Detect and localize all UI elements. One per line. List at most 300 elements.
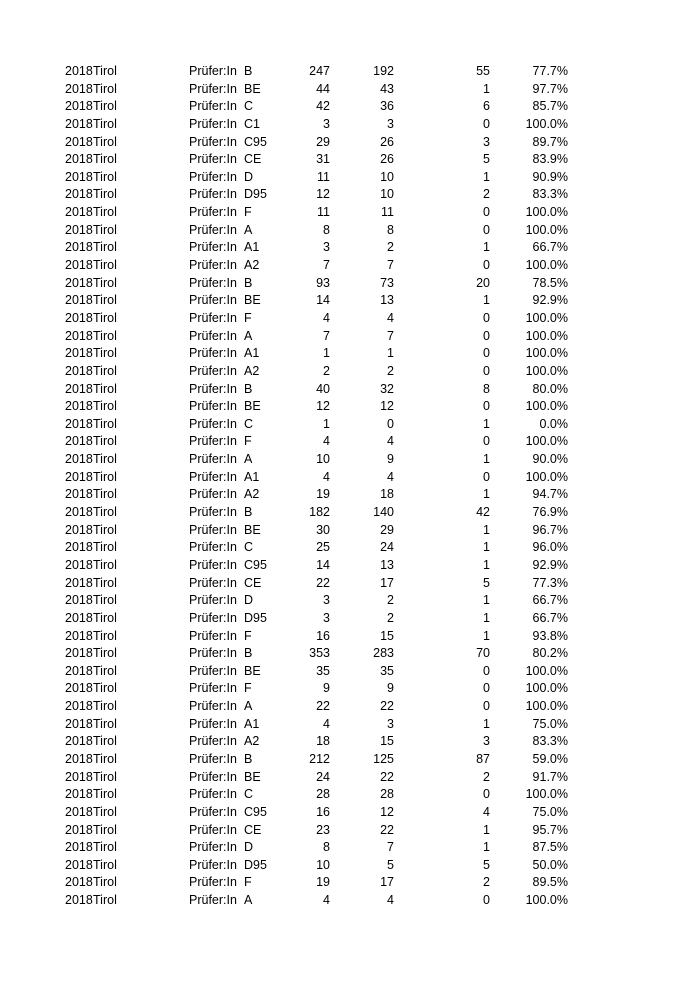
year-cell: 2018	[65, 505, 93, 520]
role-cell: Prüfer:In	[189, 716, 237, 731]
table-row	[0, 239, 700, 257]
total-cell: 23	[316, 822, 330, 837]
table-row	[0, 310, 700, 328]
region-cell: Tirol	[93, 769, 117, 784]
rate-cell: 83.3%	[532, 734, 568, 749]
region-cell: Tirol	[93, 169, 117, 184]
region-cell: Tirol	[93, 328, 117, 343]
table-row	[0, 610, 700, 628]
failed-cell: 20	[476, 275, 490, 290]
region-cell: Tirol	[93, 222, 117, 237]
region-cell: Tirol	[93, 575, 117, 590]
class-cell: B	[244, 275, 253, 290]
table-row	[0, 63, 700, 81]
rate-cell: 100.0%	[525, 116, 568, 131]
role-cell: Prüfer:In	[189, 258, 237, 273]
failed-cell: 2	[483, 769, 490, 784]
table-row	[0, 786, 700, 804]
role-cell: Prüfer:In	[189, 363, 237, 378]
class-cell: CE	[244, 822, 262, 837]
table-row	[0, 892, 700, 910]
failed-cell: 0	[483, 699, 490, 714]
year-cell: 2018	[65, 751, 93, 766]
passed-cell: 32	[380, 381, 394, 396]
table-row	[0, 839, 700, 857]
rate-cell: 100.0%	[525, 787, 568, 802]
total-cell: 3	[323, 593, 330, 608]
class-cell: D95	[244, 610, 267, 625]
year-cell: 2018	[65, 628, 93, 643]
passed-cell: 12	[380, 399, 394, 414]
class-cell: BE	[244, 81, 261, 96]
total-cell: 4	[323, 310, 330, 325]
passed-cell: 7	[387, 258, 394, 273]
region-cell: Tirol	[93, 81, 117, 96]
rate-cell: 100.0%	[525, 222, 568, 237]
table-row	[0, 822, 700, 840]
year-cell: 2018	[65, 681, 93, 696]
table-row	[0, 751, 700, 769]
failed-cell: 1	[483, 593, 490, 608]
class-cell: F	[244, 628, 252, 643]
region-cell: Tirol	[93, 716, 117, 731]
class-cell: C95	[244, 804, 267, 819]
total-cell: 93	[316, 275, 330, 290]
failed-cell: 1	[483, 840, 490, 855]
total-cell: 182	[309, 505, 330, 520]
rate-cell: 100.0%	[525, 399, 568, 414]
table-row	[0, 275, 700, 293]
class-cell: A2	[244, 734, 260, 749]
passed-cell: 4	[387, 434, 394, 449]
year-cell: 2018	[65, 769, 93, 784]
role-cell: Prüfer:In	[189, 452, 237, 467]
total-cell: 44	[316, 81, 330, 96]
class-cell: BE	[244, 769, 261, 784]
rate-cell: 89.5%	[532, 875, 568, 890]
year-cell: 2018	[65, 205, 93, 220]
year-cell: 2018	[65, 452, 93, 467]
failed-cell: 1	[483, 81, 490, 96]
rate-cell: 91.7%	[532, 769, 568, 784]
class-cell: BE	[244, 399, 261, 414]
table-row	[0, 557, 700, 575]
total-cell: 1	[323, 416, 330, 431]
table-row	[0, 539, 700, 557]
table-row	[0, 769, 700, 787]
table-row	[0, 486, 700, 504]
failed-cell: 87	[476, 751, 490, 766]
year-cell: 2018	[65, 152, 93, 167]
rate-cell: 94.7%	[532, 487, 568, 502]
rate-cell: 100.0%	[525, 663, 568, 678]
passed-cell: 13	[380, 293, 394, 308]
table-row	[0, 81, 700, 99]
total-cell: 8	[323, 840, 330, 855]
rate-cell: 75.0%	[532, 716, 568, 731]
failed-cell: 8	[483, 381, 490, 396]
region-cell: Tirol	[93, 399, 117, 414]
rate-cell: 95.7%	[532, 822, 568, 837]
total-cell: 16	[316, 804, 330, 819]
total-cell: 18	[316, 734, 330, 749]
region-cell: Tirol	[93, 557, 117, 572]
region-cell: Tirol	[93, 152, 117, 167]
total-cell: 19	[316, 875, 330, 890]
class-cell: CE	[244, 152, 262, 167]
rate-cell: 77.7%	[532, 64, 568, 78]
passed-cell: 73	[380, 275, 394, 290]
year-cell: 2018	[65, 99, 93, 114]
failed-cell: 0	[483, 681, 490, 696]
failed-cell: 1	[483, 822, 490, 837]
class-cell: D	[244, 840, 254, 855]
passed-cell: 18	[380, 487, 394, 502]
year-cell: 2018	[65, 699, 93, 714]
year-cell: 2018	[65, 487, 93, 502]
year-cell: 2018	[65, 575, 93, 590]
total-cell: 9	[323, 681, 330, 696]
total-cell: 35	[316, 663, 330, 678]
rate-cell: 83.3%	[532, 187, 568, 202]
rate-cell: 93.8%	[532, 628, 568, 643]
year-cell: 2018	[65, 646, 93, 661]
year-cell: 2018	[65, 240, 93, 255]
role-cell: Prüfer:In	[189, 293, 237, 308]
region-cell: Tirol	[93, 751, 117, 766]
passed-cell: 29	[380, 522, 394, 537]
failed-cell: 0	[483, 258, 490, 273]
failed-cell: 1	[483, 522, 490, 537]
rate-cell: 100.0%	[525, 893, 568, 908]
class-cell: F	[244, 310, 252, 325]
total-cell: 11	[317, 205, 330, 220]
rate-cell: 100.0%	[525, 469, 568, 484]
region-cell: Tirol	[93, 187, 117, 202]
role-cell: Prüfer:In	[189, 540, 237, 555]
total-cell: 28	[316, 787, 330, 802]
region-cell: Tirol	[93, 487, 117, 502]
role-cell: Prüfer:In	[189, 169, 237, 184]
rate-cell: 100.0%	[525, 205, 568, 220]
table-row	[0, 363, 700, 381]
region-cell: Tirol	[93, 857, 117, 872]
rate-cell: 97.7%	[532, 81, 568, 96]
year-cell: 2018	[65, 275, 93, 290]
passed-cell: 2	[387, 363, 394, 378]
passed-cell: 283	[373, 646, 394, 661]
year-cell: 2018	[65, 134, 93, 149]
region-cell: Tirol	[93, 258, 117, 273]
region-cell: Tirol	[93, 99, 117, 114]
total-cell: 22	[316, 699, 330, 714]
class-cell: A2	[244, 258, 260, 273]
year-cell: 2018	[65, 610, 93, 625]
passed-cell: 11	[381, 205, 394, 220]
role-cell: Prüfer:In	[189, 751, 237, 766]
role-cell: Prüfer:In	[189, 505, 237, 520]
rate-cell: 78.5%	[532, 275, 568, 290]
table-row	[0, 680, 700, 698]
year-cell: 2018	[65, 663, 93, 678]
passed-cell: 28	[380, 787, 394, 802]
year-cell: 2018	[65, 328, 93, 343]
rate-cell: 100.0%	[525, 681, 568, 696]
total-cell: 19	[316, 487, 330, 502]
rate-cell: 100.0%	[525, 363, 568, 378]
failed-cell: 1	[483, 716, 490, 731]
passed-cell: 7	[387, 328, 394, 343]
table-row	[0, 151, 700, 169]
failed-cell: 0	[483, 346, 490, 361]
region-cell: Tirol	[93, 434, 117, 449]
class-cell: B	[244, 64, 253, 78]
total-cell: 4	[323, 434, 330, 449]
rate-cell: 75.0%	[532, 804, 568, 819]
rate-cell: 66.7%	[532, 610, 568, 625]
total-cell: 42	[316, 99, 330, 114]
failed-cell: 0	[483, 399, 490, 414]
role-cell: Prüfer:In	[189, 593, 237, 608]
rate-cell: 92.9%	[532, 293, 568, 308]
rate-cell: 96.7%	[532, 522, 568, 537]
class-cell: F	[244, 205, 252, 220]
failed-cell: 5	[483, 152, 490, 167]
passed-cell: 24	[380, 540, 394, 555]
failed-cell: 70	[476, 646, 490, 661]
role-cell: Prüfer:In	[189, 822, 237, 837]
total-cell: 10	[316, 452, 330, 467]
failed-cell: 1	[483, 557, 490, 572]
failed-cell: 0	[483, 663, 490, 678]
failed-cell: 4	[483, 804, 490, 819]
total-cell: 40	[316, 381, 330, 396]
failed-cell: 3	[483, 734, 490, 749]
passed-cell: 15	[380, 628, 394, 643]
role-cell: Prüfer:In	[189, 575, 237, 590]
class-cell: D95	[244, 187, 267, 202]
rate-cell: 59.0%	[532, 751, 568, 766]
table-row	[0, 663, 700, 681]
table-row	[0, 381, 700, 399]
failed-cell: 5	[483, 575, 490, 590]
total-cell: 14	[316, 293, 330, 308]
table-row	[0, 257, 700, 275]
table-row	[0, 398, 700, 416]
class-cell: A1	[244, 346, 260, 361]
table-row	[0, 98, 700, 116]
total-cell: 30	[316, 522, 330, 537]
passed-cell: 10	[380, 169, 394, 184]
role-cell: Prüfer:In	[189, 804, 237, 819]
rate-cell: 100.0%	[525, 434, 568, 449]
year-cell: 2018	[65, 840, 93, 855]
total-cell: 247	[309, 64, 330, 78]
role-cell: Prüfer:In	[189, 469, 237, 484]
rate-cell: 77.3%	[532, 575, 568, 590]
role-cell: Prüfer:In	[189, 522, 237, 537]
table-row	[0, 328, 700, 346]
year-cell: 2018	[65, 875, 93, 890]
role-cell: Prüfer:In	[189, 893, 237, 908]
class-cell: C	[244, 540, 254, 555]
rate-cell: 100.0%	[525, 346, 568, 361]
total-cell: 24	[316, 769, 330, 784]
rate-cell: 100.0%	[525, 699, 568, 714]
region-cell: Tirol	[93, 134, 117, 149]
year-cell: 2018	[65, 434, 93, 449]
year-cell: 2018	[65, 804, 93, 819]
total-cell: 4	[323, 716, 330, 731]
spreadsheet-table	[0, 63, 700, 910]
role-cell: Prüfer:In	[189, 152, 237, 167]
passed-cell: 17	[380, 575, 394, 590]
total-cell: 353	[309, 646, 330, 661]
role-cell: Prüfer:In	[189, 857, 237, 872]
table-row	[0, 292, 700, 310]
failed-cell: 1	[483, 416, 490, 431]
passed-cell: 3	[387, 716, 394, 731]
passed-cell: 4	[387, 469, 394, 484]
region-cell: Tirol	[93, 893, 117, 908]
class-cell: A2	[244, 363, 260, 378]
region-cell: Tirol	[93, 875, 117, 890]
total-cell: 4	[323, 469, 330, 484]
class-cell: C	[244, 787, 254, 802]
table-row	[0, 645, 700, 663]
class-cell: A	[244, 452, 253, 467]
table-row	[0, 416, 700, 434]
region-cell: Tirol	[93, 346, 117, 361]
year-cell: 2018	[65, 593, 93, 608]
role-cell: Prüfer:In	[189, 557, 237, 572]
total-cell: 31	[316, 152, 330, 167]
rate-cell: 100.0%	[525, 258, 568, 273]
total-cell: 12	[316, 187, 330, 202]
role-cell: Prüfer:In	[189, 699, 237, 714]
passed-cell: 22	[380, 769, 394, 784]
failed-cell: 0	[483, 893, 490, 908]
year-cell: 2018	[65, 258, 93, 273]
class-cell: BE	[244, 293, 261, 308]
region-cell: Tirol	[93, 646, 117, 661]
year-cell: 2018	[65, 346, 93, 361]
total-cell: 8	[323, 222, 330, 237]
role-cell: Prüfer:In	[189, 399, 237, 414]
role-cell: Prüfer:In	[189, 769, 237, 784]
table-row	[0, 592, 700, 610]
region-cell: Tirol	[93, 840, 117, 855]
year-cell: 2018	[65, 540, 93, 555]
total-cell: 11	[317, 169, 330, 184]
class-cell: A	[244, 328, 253, 343]
class-cell: C95	[244, 557, 267, 572]
region-cell: Tirol	[93, 787, 117, 802]
role-cell: Prüfer:In	[189, 328, 237, 343]
failed-cell: 0	[483, 434, 490, 449]
total-cell: 16	[316, 628, 330, 643]
role-cell: Prüfer:In	[189, 381, 237, 396]
failed-cell: 5	[483, 857, 490, 872]
role-cell: Prüfer:In	[189, 99, 237, 114]
failed-cell: 1	[483, 293, 490, 308]
total-cell: 4	[323, 893, 330, 908]
table-row	[0, 716, 700, 734]
region-cell: Tirol	[93, 734, 117, 749]
region-cell: Tirol	[93, 593, 117, 608]
rate-cell: 89.7%	[532, 134, 568, 149]
year-cell: 2018	[65, 187, 93, 202]
failed-cell: 0	[483, 310, 490, 325]
table-row	[0, 469, 700, 487]
year-cell: 2018	[65, 893, 93, 908]
failed-cell: 55	[476, 64, 490, 78]
year-cell: 2018	[65, 734, 93, 749]
class-cell: B	[244, 646, 253, 661]
year-cell: 2018	[65, 522, 93, 537]
table-row	[0, 733, 700, 751]
total-cell: 3	[323, 240, 330, 255]
year-cell: 2018	[65, 469, 93, 484]
region-cell: Tirol	[93, 681, 117, 696]
total-cell: 3	[323, 610, 330, 625]
year-cell: 2018	[65, 116, 93, 131]
passed-cell: 2	[387, 240, 394, 255]
failed-cell: 0	[483, 328, 490, 343]
passed-cell: 10	[380, 187, 394, 202]
failed-cell: 3	[483, 134, 490, 149]
total-cell: 7	[323, 328, 330, 343]
region-cell: Tirol	[93, 452, 117, 467]
role-cell: Prüfer:In	[189, 416, 237, 431]
role-cell: Prüfer:In	[189, 875, 237, 890]
year-cell: 2018	[65, 293, 93, 308]
total-cell: 10	[316, 857, 330, 872]
rate-cell: 96.0%	[532, 540, 568, 555]
year-cell: 2018	[65, 399, 93, 414]
rate-cell: 90.9%	[532, 169, 568, 184]
role-cell: Prüfer:In	[189, 81, 237, 96]
region-cell: Tirol	[93, 699, 117, 714]
year-cell: 2018	[65, 81, 93, 96]
total-cell: 212	[309, 751, 330, 766]
passed-cell: 35	[380, 663, 394, 678]
passed-cell: 1	[387, 346, 394, 361]
class-cell: B	[244, 751, 253, 766]
rate-cell: 66.7%	[532, 240, 568, 255]
rate-cell: 80.0%	[532, 381, 568, 396]
table-row	[0, 433, 700, 451]
role-cell: Prüfer:In	[189, 646, 237, 661]
region-cell: Tirol	[93, 310, 117, 325]
role-cell: Prüfer:In	[189, 222, 237, 237]
rate-cell: 100.0%	[525, 310, 568, 325]
year-cell: 2018	[65, 381, 93, 396]
table-row	[0, 698, 700, 716]
class-cell: BE	[244, 522, 261, 537]
failed-cell: 6	[483, 99, 490, 114]
role-cell: Prüfer:In	[189, 734, 237, 749]
passed-cell: 192	[373, 64, 394, 78]
role-cell: Prüfer:In	[189, 663, 237, 678]
year-cell: 2018	[65, 169, 93, 184]
rate-cell: 87.5%	[532, 840, 568, 855]
table-row	[0, 204, 700, 222]
passed-cell: 7	[387, 840, 394, 855]
failed-cell: 0	[483, 222, 490, 237]
region-cell: Tirol	[93, 116, 117, 131]
failed-cell: 42	[476, 505, 490, 520]
